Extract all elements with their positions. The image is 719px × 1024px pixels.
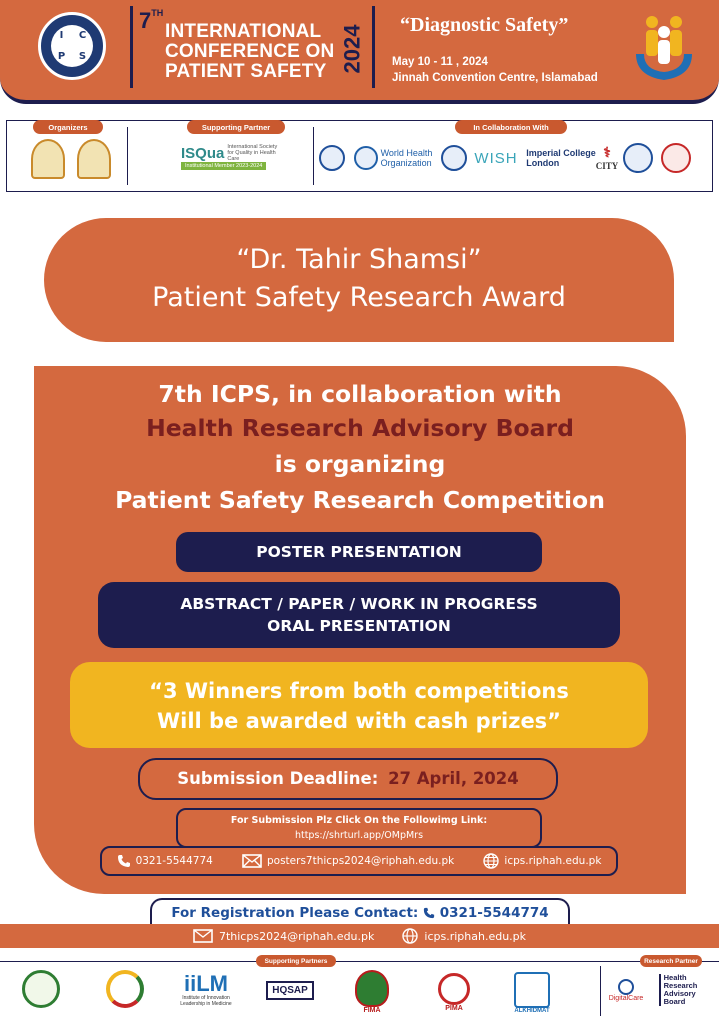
contact-email[interactable]: posters7thicps2024@riphah.edu.pk <box>242 854 454 868</box>
pakistan-emblem-icon <box>319 145 345 171</box>
supporting-partners-label: Supporting Partners <box>256 955 336 967</box>
university-seal-icon <box>22 970 60 1008</box>
research-partner-label: Research Partner <box>640 955 702 967</box>
collaboration-label: In Collaboration With <box>455 120 567 134</box>
award-name: “Dr. Tahir Shamsi” <box>236 244 482 275</box>
submission-link-box <box>176 808 542 848</box>
registration-contact <box>150 898 570 926</box>
intro-line-1: 7th ICPS, in collaboration with <box>158 380 562 408</box>
riphah-ihis-logo <box>77 139 111 179</box>
hqsap-logo: HQSAP <box>258 970 322 1010</box>
who-emblem-icon <box>354 146 378 170</box>
logo-letter: C <box>78 30 87 41</box>
submission-link-label: For Submission Plz Click On the Followimg Link: <box>230 815 488 826</box>
alkhidmat-logo: ALKHIDMAT <box>510 970 554 1016</box>
oral-presentation-badge <box>98 582 620 648</box>
divider <box>127 127 128 185</box>
fjmu-emblem-icon <box>623 143 653 173</box>
isqua-tagline: International Society for Quality in Health Care <box>227 144 278 162</box>
conference-title <box>130 6 375 88</box>
digitalcare-emblem-icon <box>618 979 634 995</box>
supporting-partner-label: Supporting Partner <box>187 120 285 134</box>
fima-logo: FIMA <box>352 970 392 1014</box>
deadline-label: Submission Deadline: <box>177 769 379 788</box>
hrab-logo: Health Research Advisory Board <box>648 970 708 1010</box>
isqua-member: Institutional Member 2023-2024 <box>181 162 266 170</box>
submission-deadline <box>138 758 558 800</box>
isqua-logo <box>181 137 293 177</box>
edition-number: 7TH <box>139 8 164 33</box>
digitalcare-logo: DigitalCare <box>608 970 644 1010</box>
riphah-university-logo <box>31 139 65 179</box>
winners-line-2: Will be awarded with cash prizes” <box>156 709 561 733</box>
poster-presentation-badge: POSTER PRESENTATION <box>176 532 542 572</box>
conference-year: 2024 <box>339 24 365 74</box>
award-title-box <box>44 218 674 342</box>
partner-strip <box>6 120 713 192</box>
intro-line-2: Health Research Advisory Board <box>146 414 574 442</box>
registration-phone[interactable]: 0321-5544774 <box>439 905 549 921</box>
imperial-college-logo: Imperial College London <box>526 148 596 168</box>
phone-icon <box>117 854 131 868</box>
government-emblem-icon <box>441 145 467 171</box>
conference-header <box>0 0 719 104</box>
patient-safety-logo-icon <box>628 10 700 82</box>
ring-logo-icon <box>106 970 144 1008</box>
iilm-logo: iiLM Institute of Innovation Leadership in Medicine <box>180 971 232 1007</box>
abstract-line-1: ABSTRACT / PAPER / WORK IN PROGRESS <box>180 595 538 613</box>
registration-website[interactable]: icps.riphah.edu.pk <box>402 928 526 944</box>
registration-label: For Registration Please Contact: <box>171 905 419 921</box>
deadline-date: 27 April, 2024 <box>388 769 519 788</box>
divider <box>313 127 314 185</box>
title-line-2: CONFERENCE ON <box>165 41 335 62</box>
globe-icon <box>402 928 418 944</box>
contact-info <box>100 846 618 876</box>
fima-emblem-icon <box>355 970 389 1007</box>
conference-venue: Jinnah Convention Centre, Islamabad <box>392 72 598 84</box>
pima-logo: PIMA <box>434 970 474 1014</box>
pima-emblem-icon <box>438 973 470 1005</box>
intro-line-4: Patient Safety Research Competition <box>115 486 605 514</box>
intro-line-3: is organizing <box>274 450 446 478</box>
who-name: World Health Organization <box>380 148 433 168</box>
footer-divider <box>0 961 719 962</box>
city-university-logo: ⚕ CITY <box>595 146 619 171</box>
title-line-1: INTERNATIONAL <box>165 21 322 42</box>
logo-letter: I <box>59 30 64 41</box>
logo-letter: P <box>57 51 66 62</box>
conference-theme: “Diagnostic Safety” <box>400 14 569 36</box>
award-title: Patient Safety Research Award <box>152 282 566 313</box>
phone-icon <box>423 907 435 919</box>
logo-letter: S <box>78 51 87 62</box>
title-line-3: PATIENT SAFETY <box>165 61 327 82</box>
wish-logo: WISH <box>474 149 518 167</box>
isqua-name: ISQua <box>181 144 225 162</box>
winners-callout <box>70 662 648 748</box>
abstract-line-2: ORAL PRESENTATION <box>267 617 451 635</box>
alkhidmat-emblem-icon <box>514 972 550 1008</box>
submission-link[interactable]: https://shrturl.app/OMpMrs <box>294 830 424 841</box>
contact-phone[interactable]: 0321-5544774 <box>117 854 213 868</box>
organizers-label: Organizers <box>33 120 103 134</box>
crest-emblem-icon <box>661 143 691 173</box>
registration-email[interactable]: 7thicps2024@riphah.edu.pk <box>193 929 374 943</box>
conference-logo <box>38 12 106 80</box>
footer-divider <box>600 966 601 1016</box>
email-icon <box>242 854 262 868</box>
conference-dates: May 10 - 11 , 2024 <box>392 56 488 68</box>
registration-strip <box>0 924 719 948</box>
who-logo <box>349 143 437 173</box>
email-icon <box>193 929 213 943</box>
globe-icon <box>483 853 499 869</box>
competition-panel <box>34 366 686 894</box>
contact-website[interactable]: icps.riphah.edu.pk <box>483 853 601 869</box>
winners-line-1: “3 Winners from both competitions <box>149 679 569 703</box>
